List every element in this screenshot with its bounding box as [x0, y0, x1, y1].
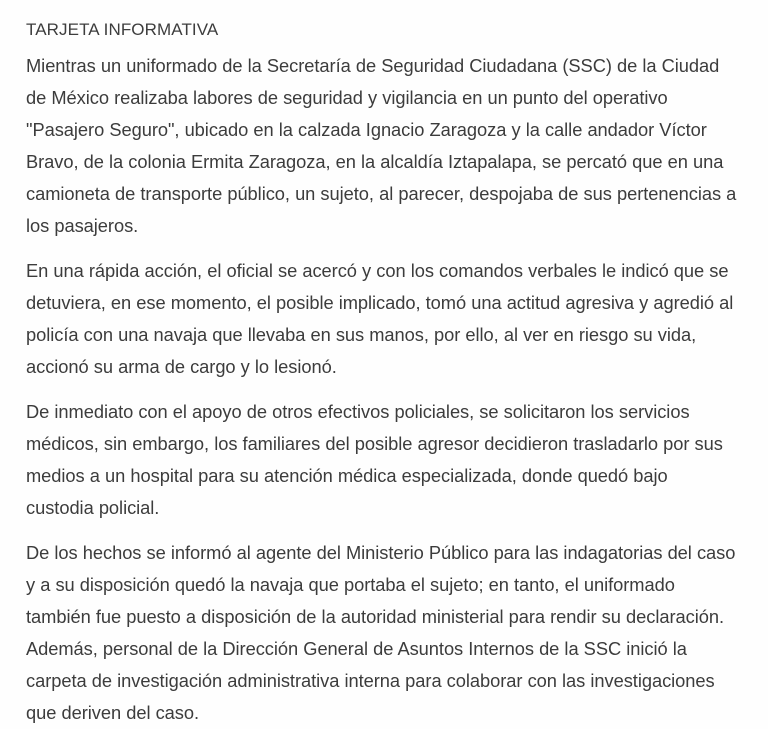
body-paragraph: De los hechos se informó al agente del Ministerio Público para las indagatorias del caso y a su disposición quedó la navaja que portaba el sujeto; en tanto, el uniformado también fue puesto a disposición de la autoridad ministerial para rendir su declaración. Además, personal de la Dirección General de Asuntos Internos de la SSC inició la carpeta de investigación administrativa interna para colaborar con las investigaciones que deriven del caso.	[26, 542, 736, 723]
document-body	[26, 50, 740, 729]
body-paragraph: En una rápida acción, el oficial se acercó y con los comandos verbales le indicó que se detuviera, en ese momento, el posible implicado, tomó una actitud agresiva y agredió al policía con una navaja que llevaba en sus manos, por ello, al ver en riesgo su vida, accionó su arma de cargo y lo lesionó.	[26, 260, 734, 377]
body-paragraph: Mientras un uniformado de la Secretaría de Seguridad Ciudadana (SSC) de la Ciudad de México realizaba labores de seguridad y vigilancia en un punto del operativo "Pasajero Seguro", ubicado en la calzada Ignacio Zaragoza y la calle andador Víctor Bravo, de la colonia Ermita Zaragoza, en la alcaldía Iztapalapa, se percató que en una camioneta de transporte público, un sujeto, al parecer, despojaba de sus pertenencias a los pasajeros.	[26, 55, 737, 236]
page-title: TARJETA INFORMATIVA	[26, 20, 219, 39]
body-paragraph: De inmediato con el apoyo de otros efectivos policiales, se solicitaron los servicios médicos, sin embargo, los familiares del posible agresor decidieron trasladarlo por sus medios a un hospital para su atención médica especializada, donde quedó bajo custodia policial.	[26, 401, 723, 518]
